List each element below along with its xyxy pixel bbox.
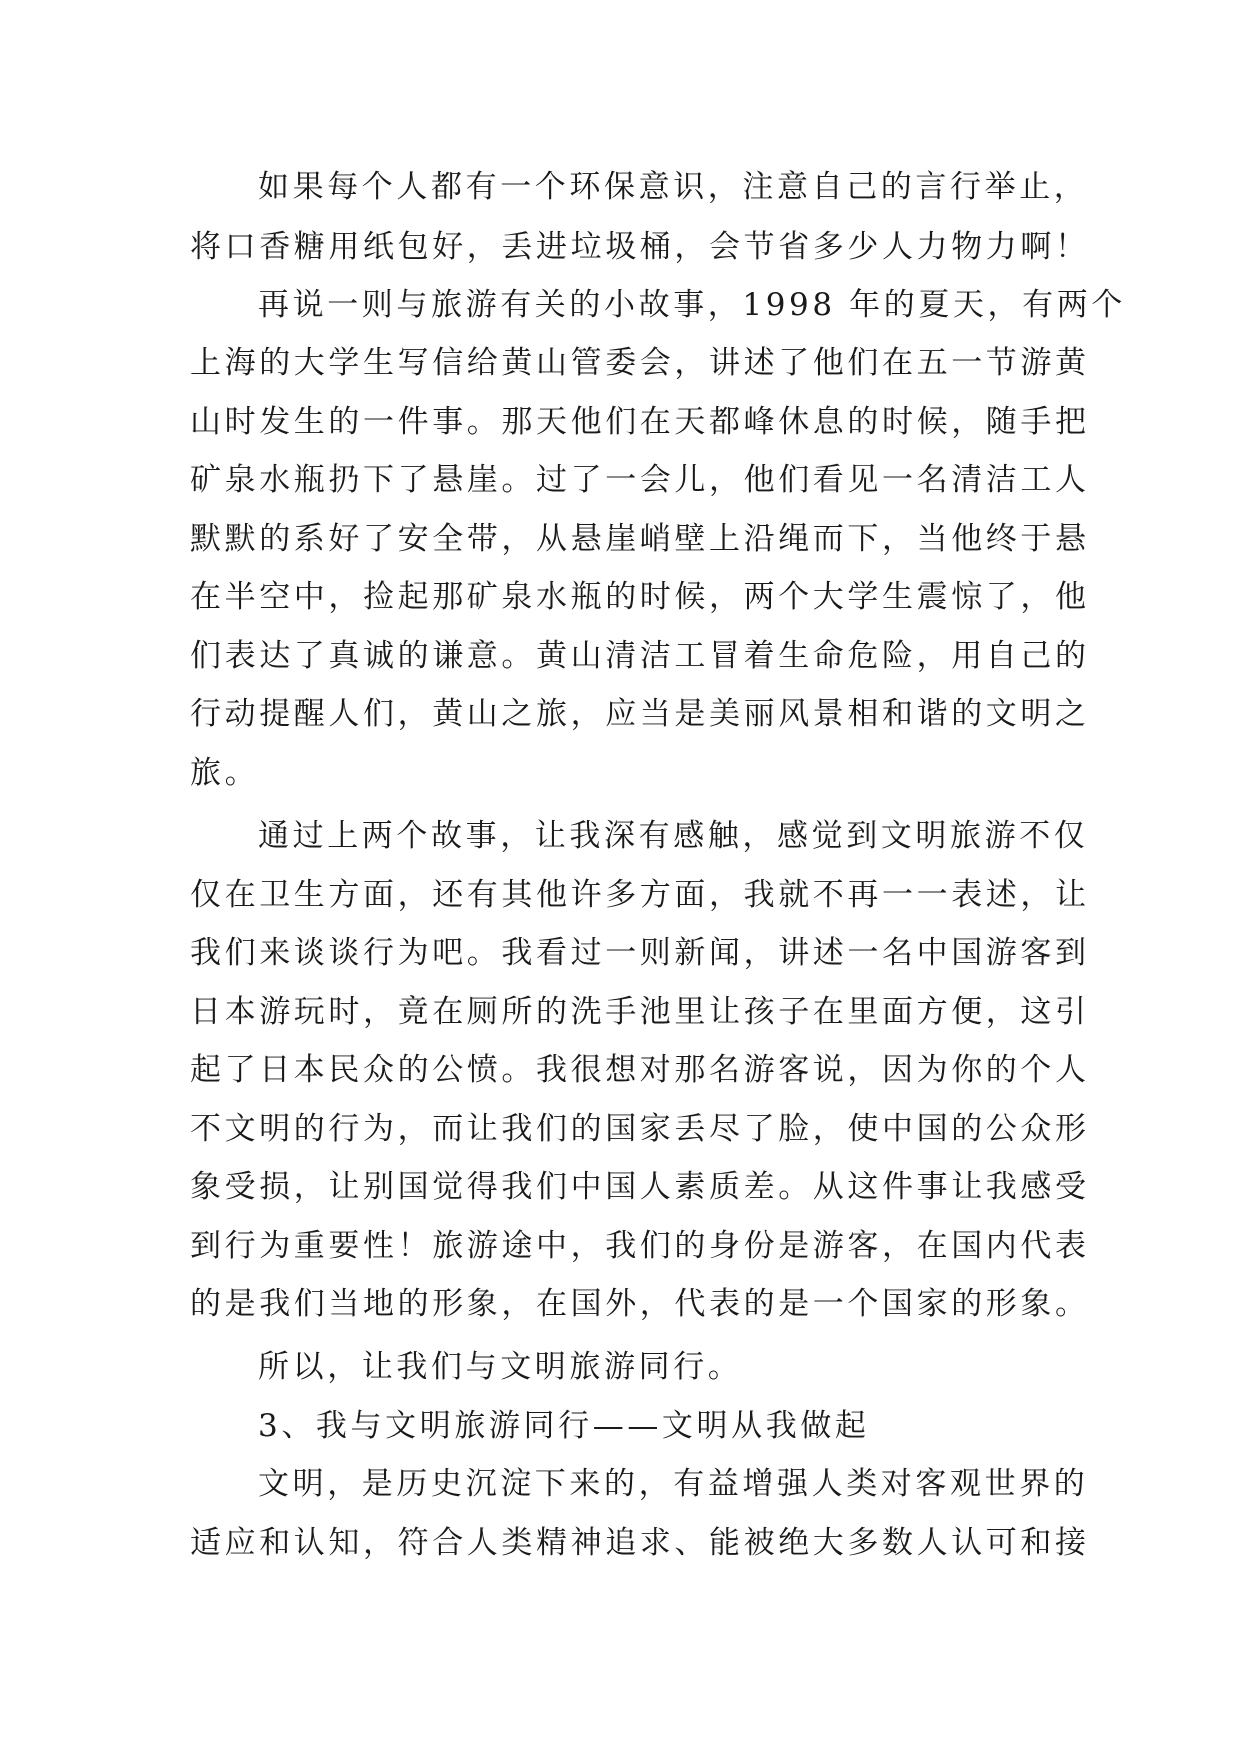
text-line: 默默的系好了安全带，从悬崖峭壁上沿绳而下，当他终于悬	[190, 521, 1090, 557]
text-line: 日本游玩时，竟在厕所的洗手池里让孩子在里面方便，这引	[190, 994, 1090, 1030]
text-line: 到行为重要性！旅游途中，我们的身份是游客，在国内代表	[190, 1228, 1090, 1264]
text-line: 山时发生的一件事。那天他们在天都峰休息的时候，随手把	[190, 404, 1090, 440]
text-line: 象受损，让别国觉得我们中国人素质差。从这件事让我感受	[190, 1169, 1090, 1205]
text-line: 通过上两个故事，让我深有感触，感觉到文明旅游不仅	[258, 818, 1089, 854]
text-line: 不文明的行为，而让我们的国家丢尽了脸，使中国的公众形	[190, 1111, 1090, 1147]
text-line: 如果每个人都有一个环保意识，注意自己的言行举止，	[258, 169, 1089, 205]
text-line: 行动提醒人们，黄山之旅，应当是美丽风景相和谐的文明之	[190, 696, 1090, 732]
text-line: 旅。	[190, 755, 260, 791]
text-line: 我们来谈谈行为吧。我看过一则新闻，讲述一名中国游客到	[190, 935, 1090, 971]
text-line: 文明，是历史沉淀下来的，有益增强人类对客观世界的	[258, 1466, 1089, 1502]
text-line: 所以，让我们与文明旅游同行。	[258, 1349, 743, 1385]
text-line: 在半空中，捡起那矿泉水瓶的时候，两个大学生震惊了，他	[190, 579, 1090, 615]
text-line: 们表达了真诚的谦意。黄山清洁工冒着生命危险，用自己的	[190, 638, 1090, 674]
text-line: 适应和认知，符合人类精神追求、能被绝大多数人认可和接	[190, 1525, 1090, 1561]
section-heading: 3、我与文明旅游同行——文明从我做起	[258, 1408, 870, 1444]
text-line: 的是我们当地的形象，在国外，代表的是一个国家的形象。	[190, 1286, 1090, 1322]
text-line: 仅在卫生方面，还有其他许多方面，我就不再一一表述，让	[190, 877, 1090, 913]
text-line: 将口香糖用纸包好，丢进垃圾桶，会节省多少人力物力啊！	[190, 229, 1090, 265]
text-line: 矿泉水瓶扔下了悬崖。过了一会儿，他们看见一名清洁工人	[190, 462, 1090, 498]
text-line: 上海的大学生写信给黄山管委会，讲述了他们在五一节游黄	[190, 345, 1090, 381]
text-line: 再说一则与旅游有关的小故事，1998 年的夏天，有两个	[258, 287, 1126, 323]
text-line: 起了日本民众的公愤。我很想对那名游客说，因为你的个人	[190, 1052, 1090, 1088]
